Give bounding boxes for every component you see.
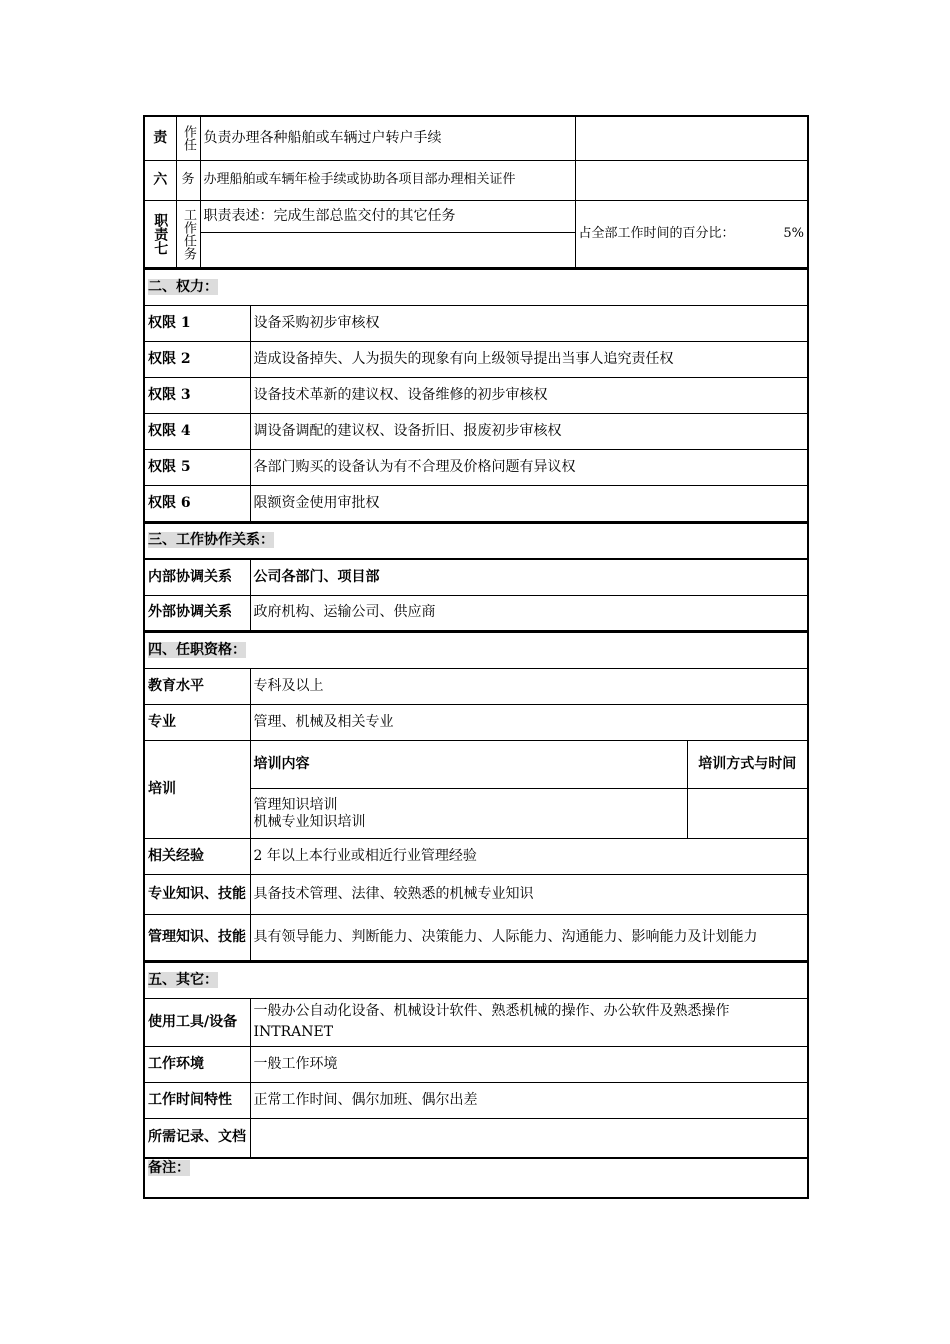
other-heading-text: 五、其它：	[148, 971, 218, 988]
power-value: 各部门购买的设备认为有不合理及价格问题有异议权	[250, 450, 808, 486]
power-value: 设备技术革新的建议权、设备维修的初步审核权	[250, 378, 808, 414]
internal-value: 公司各部门、项目部	[250, 559, 808, 595]
internal-label: 内部协调关系	[144, 559, 250, 595]
duties-table	[143, 115, 809, 269]
power-label: 权限 5	[144, 450, 250, 486]
job-description-sheet	[143, 115, 807, 1199]
env-label: 工作环境	[144, 1046, 250, 1082]
skill-value: 具备技术管理、法律、较熟悉的机械专业知识	[250, 875, 808, 915]
duty-sub-six: 务	[176, 160, 200, 200]
qualification-table	[143, 632, 809, 962]
duty-sub-label: 作任	[176, 116, 200, 160]
qualification-heading	[144, 633, 808, 669]
mgmt-label: 管理知识、技能	[144, 915, 250, 961]
power-label: 权限 4	[144, 414, 250, 450]
skill-label: 专业知识、技能	[144, 875, 250, 915]
duty-label-six: 六	[144, 160, 176, 200]
experience-label: 相关经验	[144, 839, 250, 875]
records-label: 所需记录、文档	[144, 1118, 250, 1158]
tools-value: 一般办公自动化设备、机械设计软件、熟悉机械的操作、办公软件及熟悉操作 INTRANET	[250, 998, 808, 1046]
env-value: 一般工作环境	[250, 1046, 808, 1082]
other-table	[143, 962, 809, 1200]
training-label: 培训	[144, 741, 250, 839]
training-items	[250, 789, 687, 839]
power-table	[143, 269, 809, 523]
percent-text: 占全部工作时间的百分比：	[578, 226, 735, 242]
training-method-empty	[687, 789, 808, 839]
time-value: 正常工作时间、偶尔加班、偶尔出差	[250, 1082, 808, 1118]
experience-value: 2 年以上本行业或相近行业管理经验	[250, 839, 808, 875]
records-value	[250, 1118, 808, 1158]
other-heading	[144, 962, 808, 998]
duty-item: 负责办理各种船舶或车辆过户转户手续	[200, 116, 575, 160]
duty-item: 办理船舶或车辆年检手续或协助各项目部办理相关证件	[200, 160, 575, 200]
education-value: 专科及以上	[250, 669, 808, 705]
training-item: 机械专业知识培训	[253, 813, 366, 830]
duty7-description: 职责表述：完成生部总监交付的其它任务	[200, 200, 575, 232]
power-value: 设备采购初步审核权	[250, 306, 808, 342]
duty7-percent	[575, 200, 808, 268]
duty-label-tail: 责	[144, 116, 176, 160]
major-value: 管理、机械及相关专业	[250, 705, 808, 741]
relations-heading-text: 三、工作协作关系：	[148, 532, 274, 549]
relations-table	[143, 523, 809, 633]
duty-item-empty	[575, 160, 808, 200]
power-label: 权限 2	[144, 342, 250, 378]
mgmt-value: 具有领导能力、判断能力、决策能力、人际能力、沟通能力、影响能力及计划能力	[250, 915, 808, 961]
training-content-header: 培训内容	[250, 741, 687, 789]
duty-item-empty	[575, 116, 808, 160]
power-value: 限额资金使用审批权	[250, 486, 808, 522]
power-value: 造成设备掉失、人为损失的现象有向上级领导提出当事人追究责任权	[250, 342, 808, 378]
power-label: 权限 6	[144, 486, 250, 522]
relations-heading	[144, 523, 808, 559]
duty7-label: 职责七	[144, 200, 176, 268]
external-value: 政府机构、运输公司、供应商	[250, 595, 808, 631]
major-label: 专业	[144, 705, 250, 741]
power-heading-text: 二、权力：	[148, 279, 218, 295]
external-label: 外部协调关系	[144, 595, 250, 631]
power-label: 权限 1	[144, 306, 250, 342]
power-heading	[144, 270, 808, 306]
tools-label: 使用工具/设备	[144, 998, 250, 1046]
notes-label: 备注：	[148, 1160, 190, 1176]
power-value: 调设备调配的建议权、设备折旧、报废初步审核权	[250, 414, 808, 450]
time-label: 工作时间特性	[144, 1082, 250, 1118]
notes-cell	[144, 1158, 808, 1198]
percent-value: 5%	[783, 226, 804, 242]
training-item: 管理知识培训	[253, 796, 338, 813]
training-method-header: 培训方式与时间	[687, 741, 808, 789]
duty7-sub-label: 工作任务	[176, 200, 200, 268]
power-label: 权限 3	[144, 378, 250, 414]
duty7-empty	[200, 232, 575, 268]
education-label: 教育水平	[144, 669, 250, 705]
qualification-heading-text: 四、任职资格：	[148, 642, 246, 658]
